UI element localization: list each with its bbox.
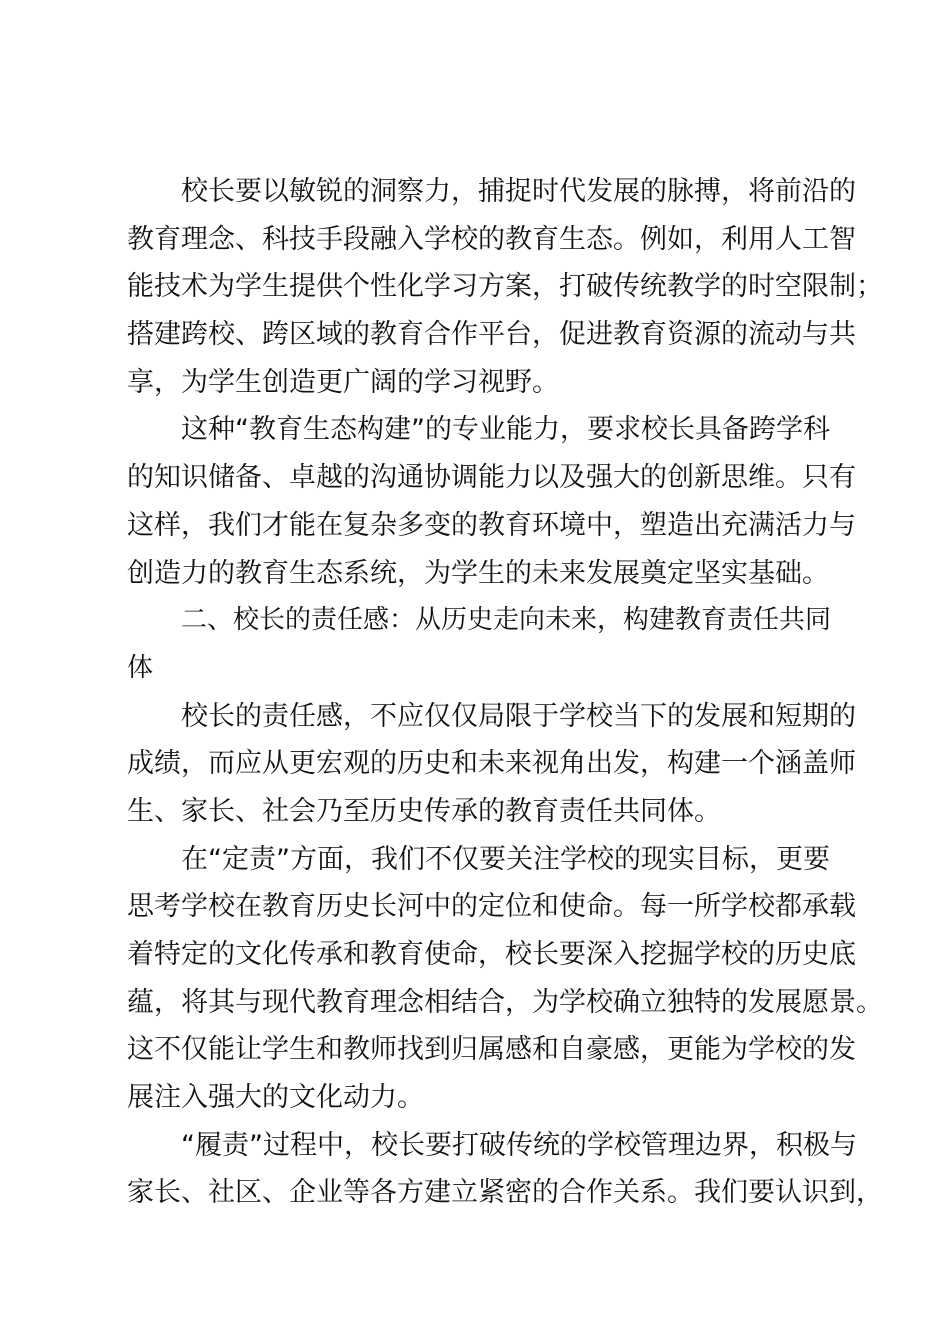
text-line: 能技术为学生提供个性化学习方案，打破传统教学的时空限制； [127,271,883,303]
body-text [127,168,883,1217]
text-line: 生、家长、社会乃至历史传承的教育责任共同体。 [127,795,721,827]
text-line: 这种“教育生态构建”的专业能力，要求校长具备跨学科 [181,414,830,446]
text-line: 着特定的文化传承和教育使命，校长要深入挖掘学校的历史底 [127,939,856,970]
text-line: 教育理念、科技手段融入学校的教育生态。例如，利用人工智 [127,223,856,255]
text-line: 成绩，而应从更宏观的历史和未来视角出发，构建一个涵盖师 [127,748,856,780]
text-line: 搭建跨校、跨区域的教育合作平台，促进教育资源的流动与共 [127,319,856,351]
text-line: 思考学校在教育历史长河中的定位和使命。每一所学校都承载 [127,891,856,923]
text-line: “履责”过程中，校长要打破传统的学校管理边界，积极与 [181,1129,857,1161]
text-line: 创造力的教育生态系统，为学生的未来发展奠定坚实基础。 [127,557,829,589]
text-line: 享，为学生创造更广阔的学习视野。 [127,366,559,398]
section-heading: 二、校长的责任感：从历史走向未来，构建教育责任共同 [181,605,832,636]
text-line: 这样，我们才能在复杂多变的教育环境中，塑造出充满活力与 [127,509,856,541]
section-heading: 体 [127,652,154,683]
text-line: 校长的责任感，不应仅仅局限于学校当下的发展和短期的 [181,700,856,732]
text-line: 这不仅能让学生和教师找到归属感和自豪感，更能为学校的发 [127,1034,856,1066]
text-line: 蕴，将其与现代教育理念相结合，为学校确立独特的发展愿景。 [127,986,883,1018]
text-line: 的知识储备、卓越的沟通协调能力以及强大的创新思维。只有 [127,462,856,494]
text-line: 校长要以敏锐的洞察力，捕捉时代发展的脉搏，将前沿的 [181,176,856,207]
text-line: 家长、社区、企业等各方建立紧密的合作关系。我们要认识到， [127,1177,883,1209]
text-line: 在“定责”方面，我们不仅要关注学校的现实目标，更要 [181,843,830,875]
text-line: 展注入强大的文化动力。 [127,1082,424,1114]
